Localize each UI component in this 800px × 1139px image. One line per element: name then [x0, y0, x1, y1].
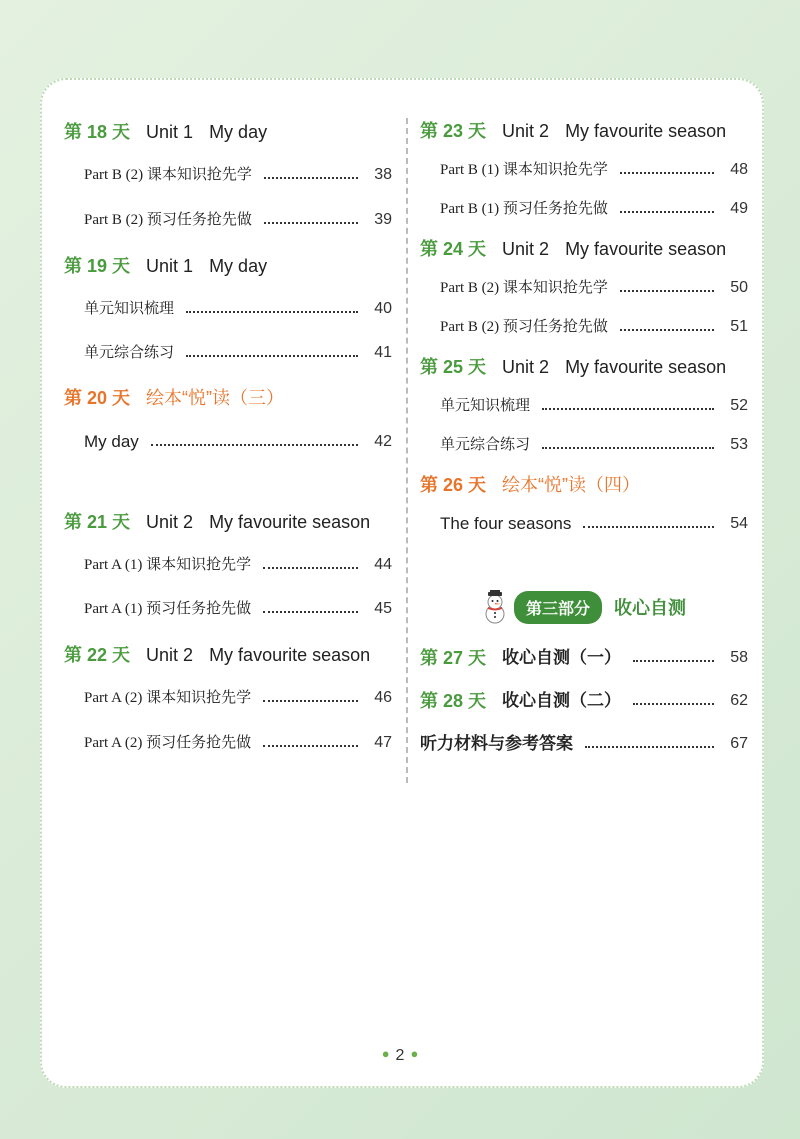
toc-entry[interactable]: [420, 730, 748, 758]
entry-label: 单元知识梳理: [84, 301, 175, 317]
unit-title: My favourite season: [565, 121, 727, 141]
entry-label: Part B (2) 预习任务抢先做: [84, 212, 252, 228]
dot-leader: [263, 700, 358, 702]
entry-label: 单元综合练习: [84, 345, 175, 361]
entry-label: 单元综合练习: [440, 437, 531, 453]
day-label: 第 26 天: [420, 475, 487, 495]
entry-label: The four seasons: [440, 514, 572, 533]
page-number: 52: [730, 397, 748, 414]
day-label: 第 21 天: [64, 512, 131, 532]
toc-entry[interactable]: [440, 313, 748, 341]
unit-label: Unit 2: [146, 512, 194, 532]
dot-leader: [585, 746, 714, 748]
toc-entry[interactable]: [84, 339, 392, 367]
toc-heading[interactable]: [420, 116, 726, 146]
entry-label: Part B (1) 预习任务抢先做: [440, 201, 608, 217]
toc-entry[interactable]: [84, 551, 392, 579]
toc-heading[interactable]: [64, 251, 267, 281]
page-footer: [370, 1046, 430, 1065]
section-header: [480, 592, 686, 622]
toc-entry[interactable]: [440, 274, 748, 302]
page-number: 47: [374, 734, 392, 751]
day-label: 第 23 天: [420, 121, 487, 141]
toc-heading[interactable]: [64, 507, 370, 537]
page-number: 67: [730, 735, 748, 752]
day-label: 第 27 天: [420, 648, 487, 668]
toc-entry[interactable]: [84, 684, 392, 712]
column-divider: [406, 118, 408, 783]
toc-heading[interactable]: [64, 640, 370, 670]
day-label: 第 19 天: [64, 256, 131, 276]
dot-leader: [620, 290, 714, 292]
toc-heading[interactable]: [420, 352, 726, 382]
entry-label: Part B (2) 课本知识抢先学: [440, 280, 608, 296]
entry-label: 单元知识梳理: [440, 398, 531, 414]
dot-leader: [264, 222, 358, 224]
dot-leader: [620, 329, 714, 331]
unit-title: My favourite season: [565, 239, 727, 259]
toc-entry[interactable]: [84, 295, 392, 323]
day-label: 第 20 天: [64, 388, 131, 408]
bullet-icon: ●: [381, 1046, 390, 1061]
page-number: 54: [730, 515, 748, 532]
dot-leader: [620, 211, 714, 213]
dot-leader: [263, 567, 358, 569]
dot-leader: [542, 408, 714, 410]
day-label: 第 24 天: [420, 239, 487, 259]
toc-entry[interactable]: [440, 510, 748, 538]
entry-label: Part B (2) 课本知识抢先学: [84, 167, 252, 183]
unit-title: My day: [209, 122, 268, 142]
entry-label: My day: [84, 432, 139, 451]
page-number: 45: [374, 600, 392, 617]
toc-heading[interactable]: [64, 383, 284, 413]
page-number: 38: [374, 166, 392, 183]
entry-label: 收心自测（一）: [502, 648, 622, 667]
day-label: 第 28 天: [420, 691, 487, 711]
toc-heading[interactable]: [420, 234, 726, 264]
toc-entry[interactable]: [84, 595, 392, 623]
toc-entry[interactable]: [440, 156, 748, 184]
dot-leader: [620, 172, 714, 174]
page-number: 53: [730, 436, 748, 453]
dot-leader: [633, 703, 714, 705]
toc-entry[interactable]: [84, 729, 392, 757]
toc-entry[interactable]: [440, 195, 748, 223]
toc-entry[interactable]: [420, 644, 748, 672]
section-title: 收心自测: [614, 598, 687, 618]
unit-title: My favourite season: [209, 645, 371, 665]
unit-label: 绘本“悦”读（四）: [502, 475, 641, 495]
dot-leader: [542, 447, 714, 449]
toc-heading[interactable]: [420, 470, 640, 500]
page-number: 48: [730, 161, 748, 178]
entry-label: Part A (1) 课本知识抢先学: [84, 557, 252, 573]
unit-label: Unit 2: [146, 645, 194, 665]
entry-label: Part B (1) 课本知识抢先学: [440, 162, 608, 178]
page-number: 62: [730, 692, 748, 709]
dot-leader: [263, 745, 358, 747]
toc-entry[interactable]: [84, 206, 392, 234]
page-number: 51: [730, 318, 748, 335]
dot-leader: [186, 355, 358, 357]
page-number: 58: [730, 649, 748, 666]
unit-title: My day: [209, 256, 268, 276]
page-number: 42: [374, 433, 392, 450]
unit-title: My favourite season: [565, 357, 727, 377]
snowman-icon: [480, 590, 510, 624]
day-label: 第 18 天: [64, 122, 131, 142]
entry-label: 收心自测（二）: [502, 691, 622, 710]
day-label: 第 22 天: [64, 645, 131, 665]
dot-leader: [583, 526, 714, 528]
toc-entry[interactable]: [440, 431, 748, 459]
entry-label: Part A (2) 预习任务抢先做: [84, 735, 252, 751]
entry-label: Part A (1) 预习任务抢先做: [84, 601, 252, 617]
dot-leader: [263, 611, 358, 613]
page-number: 2: [395, 1047, 405, 1064]
toc-entry[interactable]: [440, 392, 748, 420]
entry-label: Part B (2) 预习任务抢先做: [440, 319, 608, 335]
entry-label: 听力材料与参考答案: [420, 734, 573, 753]
dot-leader: [633, 660, 714, 662]
page-number: 46: [374, 689, 392, 706]
toc-entry[interactable]: [420, 687, 748, 715]
page-number: 39: [374, 211, 392, 228]
unit-label: Unit 2: [502, 357, 550, 377]
toc-entry[interactable]: [84, 428, 392, 456]
dot-leader: [186, 311, 358, 313]
section-badge: 第三部分: [514, 591, 602, 624]
page-number: 40: [374, 300, 392, 317]
page-number: 41: [374, 344, 392, 361]
unit-label: Unit 1: [146, 256, 194, 276]
dot-leader: [264, 177, 358, 179]
unit-label: Unit 2: [502, 239, 550, 259]
unit-label: Unit 2: [502, 121, 550, 141]
toc-heading[interactable]: [64, 117, 267, 147]
page-number: 49: [730, 200, 748, 217]
entry-label: Part A (2) 课本知识抢先学: [84, 690, 252, 706]
dot-leader: [151, 444, 358, 446]
bullet-icon: ●: [410, 1046, 419, 1061]
unit-label: Unit 1: [146, 122, 194, 142]
page-number: 50: [730, 279, 748, 296]
unit-label: 绘本“悦”读（三）: [146, 388, 285, 408]
day-label: 第 25 天: [420, 357, 487, 377]
toc-entry[interactable]: [84, 161, 392, 189]
unit-title: My favourite season: [209, 512, 371, 532]
page-number: 44: [374, 556, 392, 573]
